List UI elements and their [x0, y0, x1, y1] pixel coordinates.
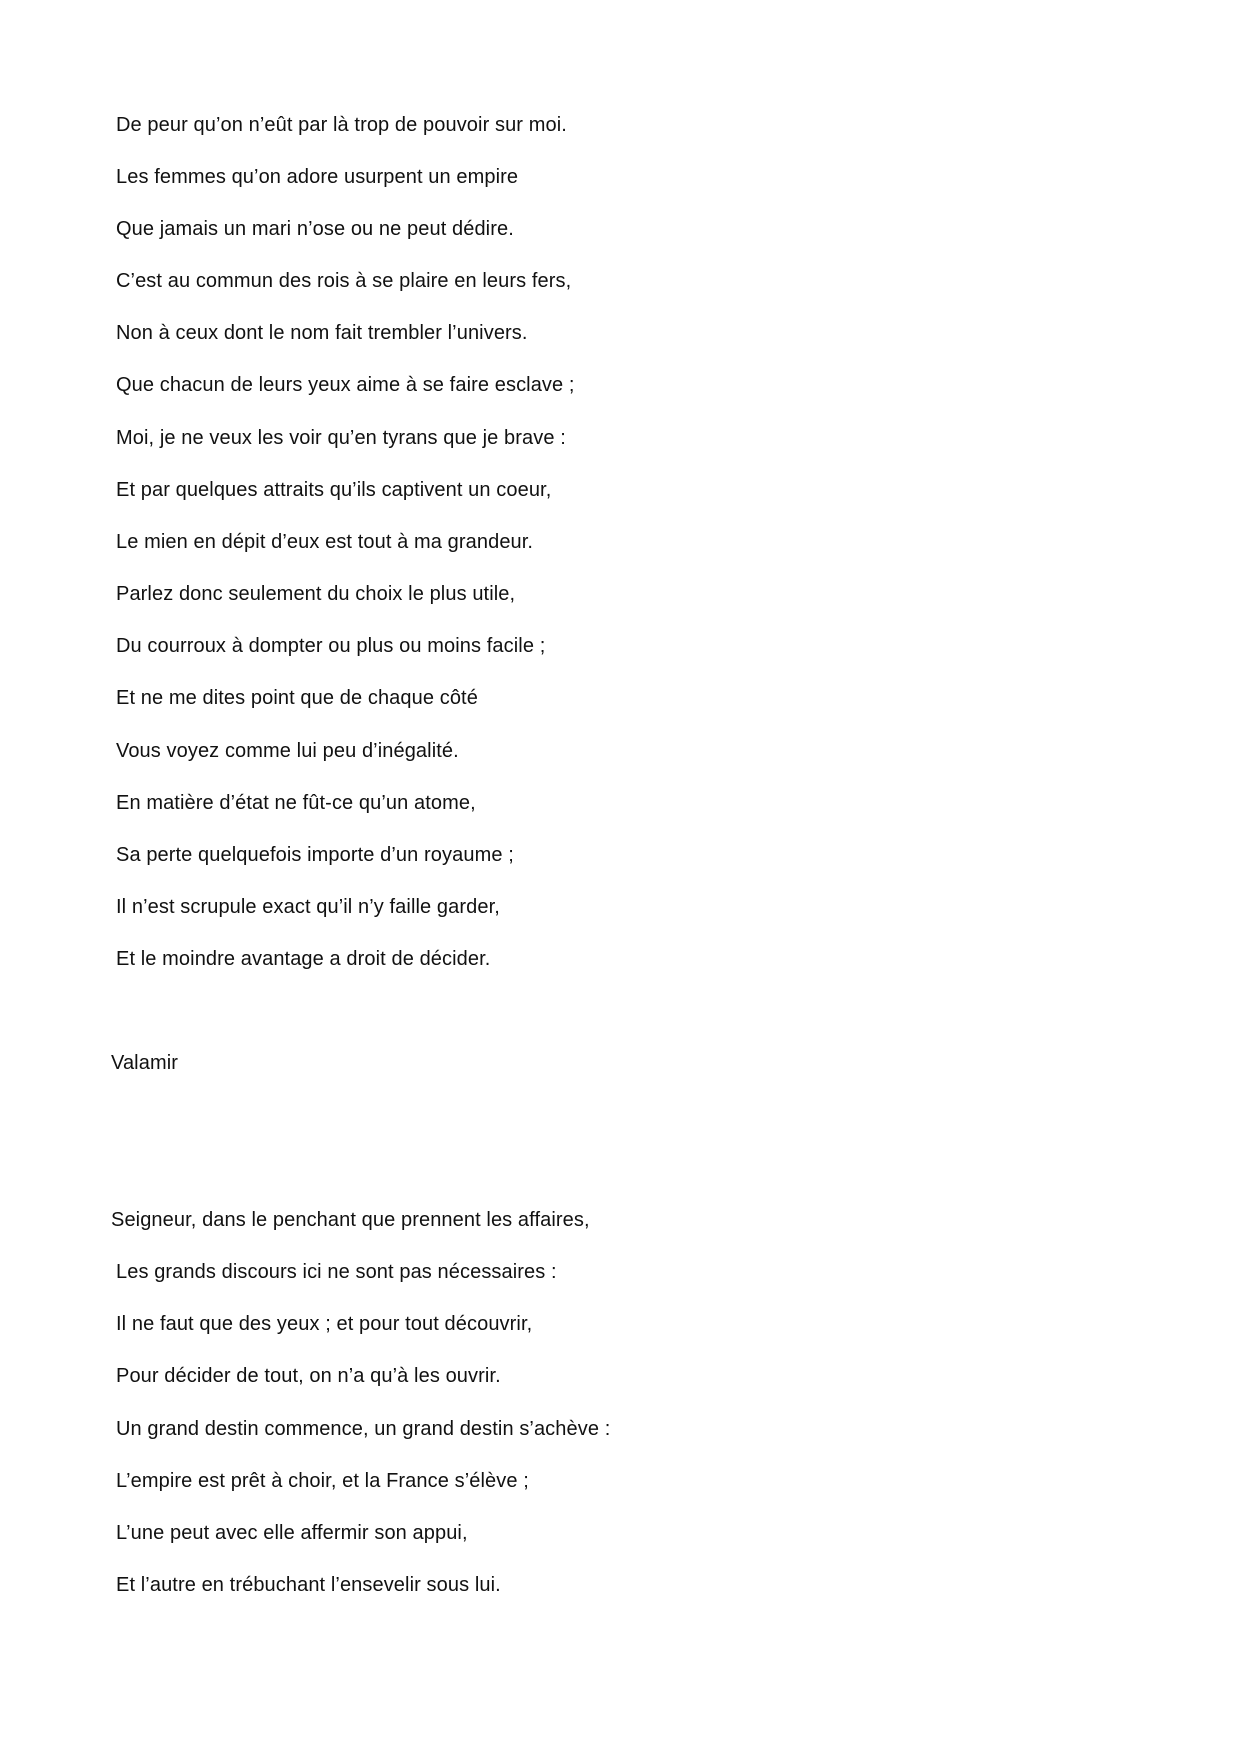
- verse-line: L’une peut avec elle affermir son appui,: [116, 1522, 468, 1544]
- verse-line: Il n’est scrupule exact qu’il n’y faille garder,: [116, 896, 500, 918]
- verse-line: C’est au commun des rois à se plaire en leurs fers,: [116, 270, 572, 292]
- verse-line: Sa perte quelquefois importe d’un royaume ;: [116, 844, 514, 866]
- verse-line: Seigneur, dans le penchant que prennent les affaires,: [111, 1209, 590, 1231]
- verse-line: En matière d’état ne fût-ce qu’un atome,: [116, 792, 476, 814]
- verse-line: Il ne faut que des yeux ; et pour tout découvrir,: [116, 1313, 533, 1335]
- verse-line: Les femmes qu’on adore usurpent un empire: [116, 166, 519, 188]
- verse-line: Que chacun de leurs yeux aime à se faire esclave ;: [116, 374, 575, 396]
- verse-line: L’empire est prêt à choir, et la France s’élève ;: [116, 1470, 529, 1492]
- verse-line: Pour décider de tout, on n’a qu’à les ouvrir.: [116, 1365, 501, 1387]
- verse-line: Non à ceux dont le nom fait trembler l’univers.: [116, 322, 528, 344]
- verse-line: Un grand destin commence, un grand destin s’achève :: [116, 1418, 611, 1440]
- verse-line: Et ne me dites point que de chaque côté: [116, 687, 478, 709]
- verse-line: Parlez donc seulement du choix le plus utile,: [116, 583, 516, 605]
- verse-line: Le mien en dépit d’eux est tout à ma grandeur.: [116, 531, 534, 553]
- verse-line: Vous voyez comme lui peu d’inégalité.: [116, 740, 459, 762]
- verse-line: Et par quelques attraits qu’ils captivent un coeur,: [116, 479, 552, 501]
- verse-line: Moi, je ne veux les voir qu’en tyrans que je brave :: [116, 427, 566, 449]
- verse-line: De peur qu’on n’eût par là trop de pouvoir sur moi.: [116, 114, 567, 136]
- verse-line: Les grands discours ici ne sont pas nécessaires :: [116, 1261, 557, 1283]
- verse-line: Et le moindre avantage a droit de décider.: [116, 948, 491, 970]
- verse-line: Que jamais un mari n’ose ou ne peut dédire.: [116, 218, 514, 240]
- verse-line: Et l’autre en trébuchant l’ensevelir sous lui.: [116, 1574, 501, 1596]
- speaker-name: Valamir: [111, 1052, 179, 1074]
- verse-line: Du courroux à dompter ou plus ou moins facile ;: [116, 635, 546, 657]
